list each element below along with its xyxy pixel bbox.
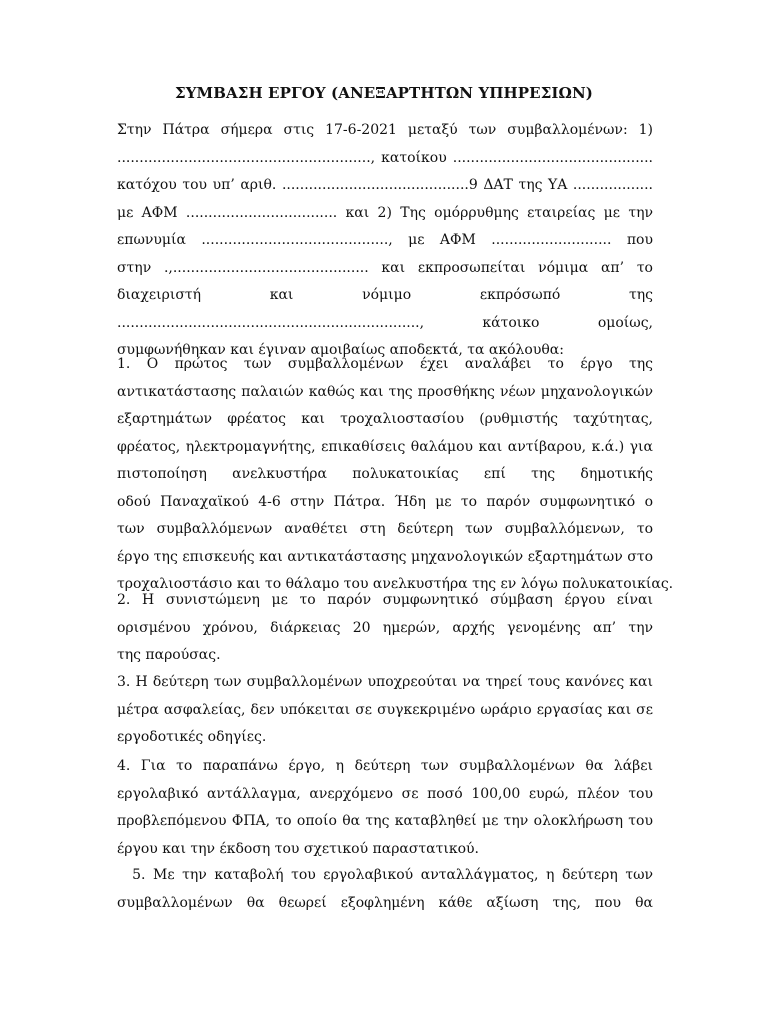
text-line: συμφωνήθηκαν και έγιναν αμοιβαίως αποδεκτά, τα ακόλουθα:	[117, 342, 564, 358]
text-line: Στην Πάτρα σήμερα στις 17-6-2021 μεταξύ των συμβαλλομένων: 1)	[117, 122, 653, 138]
text-line: ...................................................................., κάτοικο ομοίως,	[117, 314, 653, 331]
text-line: 1. Ο πρώτος των συμβαλλομένων έχει αναλάβει το έργο της	[117, 356, 653, 372]
text-line: οδού Παναχαϊκού 4-6 στην Πάτρα. Ήδη με το παρόν συμφωνητικό ο	[117, 493, 653, 510]
text-line: μέτρα ασφαλείας, δεν υπόκειται σε συγκεκριμένο ωράριο εργασίας και σε	[117, 701, 653, 718]
text-line: πιστοποίηση ανελκυστήρα πολυκατοικίας επί της δημοτικής	[117, 466, 653, 482]
document-title: ΣΥΜΒΑΣΗ ΕΡΓΟΥ (ΑΝΕΞΑΡΤΗΤΩΝ ΥΠΗΡΕΣΙΩΝ)	[175, 84, 593, 102]
text-line: κατόχου του υπ’ αριθ. ..........................................9 ΔΑΤ της ΥΑ ..................	[117, 177, 653, 193]
text-line: των συμβαλλόμενων αναθέτει στη δεύτερη των συμβαλλόμενων, το	[117, 521, 653, 537]
text-line: έργο της επισκευής και αντικατάστασης μηχανολογικών εξαρτημάτων στο	[117, 548, 653, 565]
text-line: έργου και την έκδοση του σχετικού παραστατικού.	[117, 840, 480, 857]
text-line: αντικατάστασης παλαιών καθώς και της προσθήκης νέων μηχανολογικών	[117, 383, 653, 400]
text-line: με ΑΦΜ .................................. και 2) Της ομόρρυθμης εταιρείας με την	[117, 204, 653, 221]
text-line: προβλεπόμενου ΦΠΑ, το οποίο θα της καταβληθεί με την ολοκλήρωση του	[117, 813, 653, 829]
text-line: φρέατος, ηλεκτρομαγνήτης, επικαθίσεις θαλάμου και αντίβαρου, κ.ά.) για	[117, 438, 653, 455]
text-line: ........................................................., κατοίκου .............................................	[117, 149, 653, 166]
clause-2	[117, 587, 653, 670]
clause-1	[117, 351, 674, 599]
text-line: τροχαλιοστάσιο και το θάλαμο του ανελκυστήρα της εν λόγω πολυκατοικίας.	[117, 576, 674, 592]
clause-3	[117, 669, 653, 752]
text-line: συμβαλλομένων θα θεωρεί εξοφλημένη κάθε αξίωση της, που θα	[117, 894, 653, 911]
text-line: εργολαβικό αντάλλαγμα, ανερχόμενο σε ποσό 100,00 ευρώ, πλέον του	[117, 785, 653, 802]
text-line: επωνυμία .........................................., με ΑΦΜ ........................... που	[117, 232, 653, 248]
text-line: της παρούσας.	[117, 647, 221, 663]
text-line: στην .,............................................ και εκπροσωπείται νόμιμα απ’ το	[117, 259, 653, 276]
text-line: 2. Η συνιστώμενη με το παρόν συμφωνητικό σύμβαση έργου είναι	[117, 592, 653, 608]
clause-5	[117, 862, 653, 917]
text-line: 5. Με την καταβολή του εργολαβικού ανταλλάγματος, η δεύτερη των	[117, 867, 653, 883]
clause-4	[117, 753, 653, 863]
text-line: 4. Για το παραπάνω έργο, η δεύτερη των συμβαλλομένων θα λάβει	[117, 758, 653, 774]
text-line: διαχειριστή και νόμιμο εκπρόσωπό της	[117, 287, 653, 303]
text-line: ορισμένου χρόνου, διάρκειας 20 ημερών, αρχής γενομένης απ’ την	[117, 619, 653, 636]
text-line: εργοδοτικές οδηγίες.	[117, 729, 267, 745]
text-line: 3. Η δεύτερη των συμβαλλομένων υποχρεούται να τηρεί τους κανόνες και	[117, 674, 653, 690]
intro-paragraph	[117, 117, 653, 365]
text-line: εξαρτημάτων φρέατος και τροχαλιοστασίου (ρυθμιστής ταχύτητας,	[117, 411, 653, 427]
